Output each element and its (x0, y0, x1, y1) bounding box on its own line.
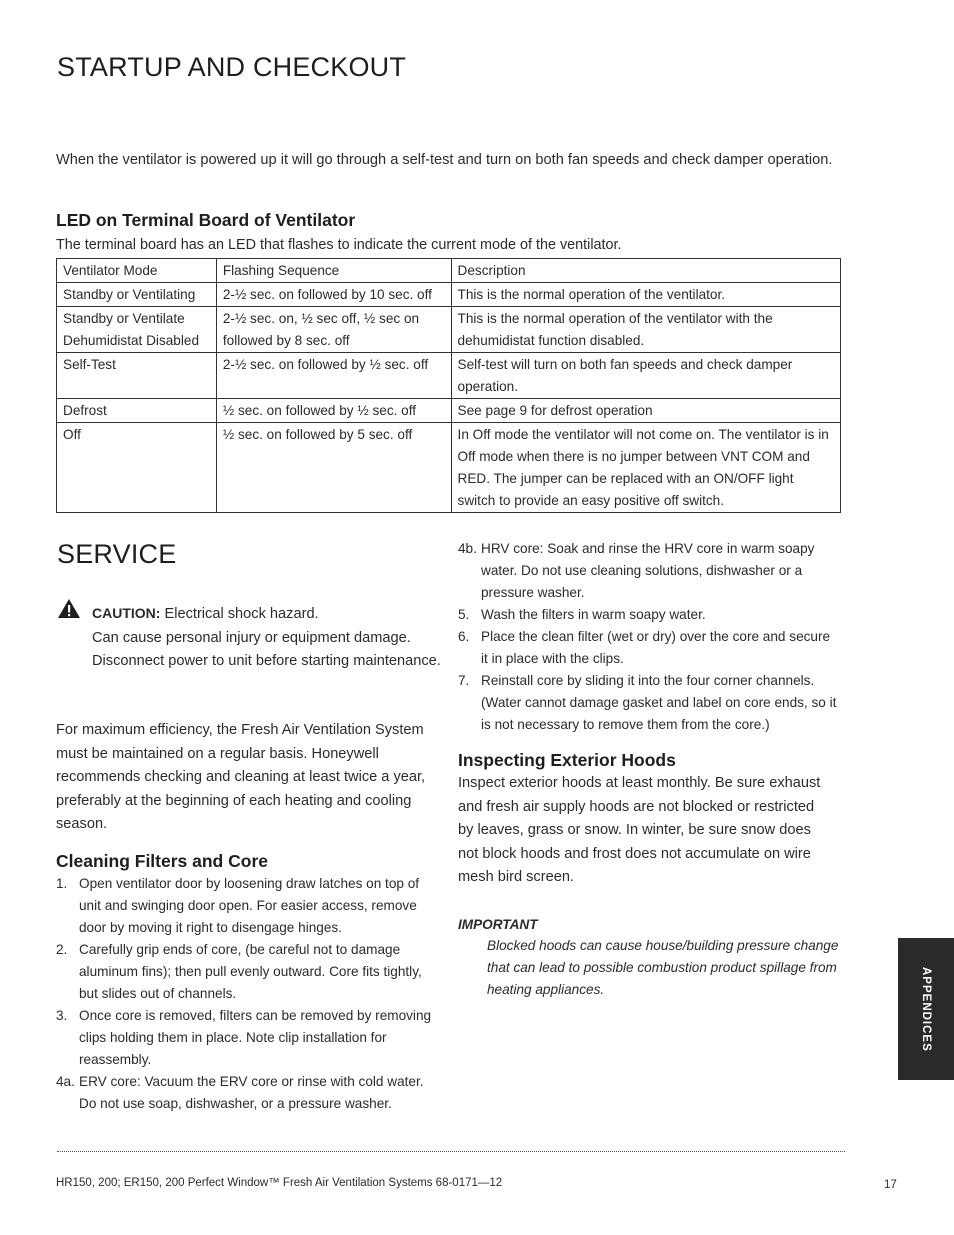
table-cell: Off (57, 423, 217, 513)
step-number: 3. (56, 1008, 68, 1023)
list-item (56, 873, 440, 939)
step-number: 4b. (458, 541, 477, 556)
step-number: 1. (56, 876, 68, 891)
caution-first: Electrical shock hazard. (164, 606, 319, 622)
list-item (56, 1071, 440, 1115)
table-cell: 2-½ sec. on, ½ sec off, ½ sec on followed by 8 sec. off (216, 307, 451, 353)
list-item (56, 1005, 440, 1071)
hoods-paragraph: Inspect exterior hoods at least monthly. Be sure exhaust and fresh air supply hoods are not blocked or restricted by leaves, grass or snow. In winter, be sure snow does not block hoods and frost does not accumulate on wire mesh bird screen. (458, 775, 821, 885)
page-number: 17 (884, 1179, 897, 1191)
step-text: HRV core: Soak and rinse the HRV core in warm soapy water. Do not use cleaning solutions, dishwasher or a pressure washer. (481, 541, 815, 600)
step-text: Wash the filters in warm soapy water. (481, 607, 706, 622)
step-number: 6. (458, 629, 470, 644)
important-note: Blocked hoods can cause house/building pressure change that can lead to possible combustion product spillage from heating appliances. (487, 938, 839, 997)
cleaning-steps-left (56, 873, 440, 1115)
caution-rest: Can cause personal injury or equipment damage. Disconnect power to unit before starting maintenance. (92, 629, 441, 669)
list-item (458, 670, 838, 736)
cleaning-steps-right (458, 538, 838, 736)
table-cell: Defrost (57, 399, 217, 423)
caution-block (92, 602, 442, 674)
step-number: 7. (458, 673, 470, 688)
step-number: 4a. (56, 1074, 75, 1089)
table-cell: Standby or Ventilating (57, 283, 217, 307)
table-row (57, 423, 841, 513)
step-text: Open ventilator door by loosening draw latches on top of unit and swinging door open. For easier access, remove door by moving it right to disengage hinges. (79, 876, 420, 935)
appendices-tab-label: APPENDICES (920, 966, 932, 1052)
warning-triangle-icon (57, 598, 81, 619)
table-cell: See page 9 for defrost operation (451, 399, 840, 423)
startup-title: STARTUP AND CHECKOUT (57, 52, 407, 82)
service-title: SERVICE (57, 539, 177, 569)
important-label: IMPORTANT (458, 917, 538, 932)
list-item (458, 538, 838, 604)
appendices-tab (898, 938, 954, 1080)
step-text: Once core is removed, filters can be removed by removing clips holding them in place. Note clip installation for reassembly. (79, 1008, 432, 1067)
table-row (57, 307, 841, 353)
led-heading: LED on Terminal Board of Ventilator (56, 210, 356, 230)
table-cell: Self-Test (57, 353, 217, 399)
table-cell: 2-½ sec. on followed by 10 sec. off (216, 283, 451, 307)
table-cell: In Off mode the ventilator will not come on. The ventilator is in Off mode when there is no jumper between VNT COM and RED. The jumper can be replaced with an ON/OFF light switch to provide an easy positive off switch. (451, 423, 840, 513)
table-cell: This is the normal operation of the ventilator with the dehumidistat function disabled. (451, 307, 840, 353)
maintenance-paragraph: For maximum efficiency, the Fresh Air Ventilation System must be maintained on a regular basis. Honeywell recommends checking and cleaning at least twice a year, preferably at the beginning of each heating and cooling season. (56, 722, 426, 832)
led-intro: The terminal board has an LED that flashes to indicate the current mode of the ventilator. (56, 237, 622, 253)
hoods-heading: Inspecting Exterior Hoods (458, 750, 676, 770)
step-number: 5. (458, 607, 470, 622)
step-text: ERV core: Vacuum the ERV core or rinse with cold water. Do not use soap, dishwasher, or a pressure washer. (79, 1074, 424, 1111)
list-item (458, 604, 838, 626)
step-text: Place the clean filter (wet or dry) over the core and secure it in place with the clips. (481, 629, 831, 666)
table-row (57, 353, 841, 399)
table-row (57, 283, 841, 307)
table-cell: ½ sec. on followed by ½ sec. off (216, 399, 451, 423)
table-row (57, 399, 841, 423)
list-item (56, 939, 440, 1005)
list-item (458, 626, 838, 670)
step-number: 2. (56, 942, 68, 957)
footer-text: HR150, 200; ER150, 200 Perfect Window™ Fresh Air Ventilation Systems 68-0171—12 (56, 1177, 503, 1189)
table-cell: ½ sec. on followed by 5 sec. off (216, 423, 451, 513)
table-cell: Self-test will turn on both fan speeds and check damper operation. (451, 353, 840, 399)
caution-label: CAUTION: (92, 605, 161, 621)
table-cell: Standby or Ventilate Dehumidistat Disabled (57, 307, 217, 353)
led-mode-table (56, 258, 841, 513)
cleaning-heading: Cleaning Filters and Core (56, 851, 268, 871)
step-text: Carefully grip ends of core, (be careful not to damage aluminum fins); then pull evenly outward. Core fits tightly, but slides out of channels. (79, 942, 422, 1001)
table-header-cell: Ventilator Mode (57, 259, 217, 283)
table-header-row (57, 259, 841, 283)
step-text: Reinstall core by sliding it into the four corner channels. (Water cannot damage gasket and label on core ends, so it is not necessary to remove them from the core.) (481, 673, 837, 732)
table-cell: This is the normal operation of the ventilator. (451, 283, 840, 307)
table-cell: 2-½ sec. on followed by ½ sec. off (216, 353, 451, 399)
footer-divider (57, 1151, 845, 1152)
table-header-cell: Description (451, 259, 840, 283)
startup-intro: When the ventilator is powered up it will go through a self-test and turn on both fan speeds and check damper operation. (56, 152, 833, 168)
table-header-cell: Flashing Sequence (216, 259, 451, 283)
